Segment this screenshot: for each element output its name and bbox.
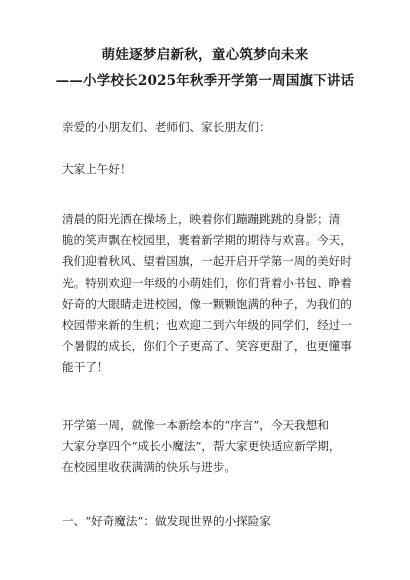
paragraph-1 xyxy=(62,209,352,379)
paragraph-line: 校园带来新的生机；也欢迎二到六年级的同学们，经过一 xyxy=(62,317,352,332)
paragraph-line: 脆的笑声飘在校园里，裹着新学期的期待与欢喜。今天， xyxy=(62,233,352,248)
paragraph-line: 我们迎着秋风、望着国旗，一起开启开学第一周的美好时 xyxy=(62,254,352,269)
paragraph-line: 能干了！ xyxy=(62,360,109,375)
paragraph-2 xyxy=(62,415,352,479)
section-heading-text: 一、“好奇魔法”：做发现世界的小探险家 xyxy=(62,514,271,528)
paragraph-line: 光。特别欢迎一年级的小萌娃们，你们背着小书包、睁着 xyxy=(62,275,352,290)
greeting-line xyxy=(62,117,352,138)
salutation-line xyxy=(62,159,352,180)
paragraph-line: 大家分享四个“成长小魔法”，帮大家更快适应新学期， xyxy=(62,439,341,454)
document-title: 萌娃逐梦启新秋，童心筑梦向未来 xyxy=(101,47,309,63)
greeting-text: 亲爱的小朋友们、老师们、家长朋友们： xyxy=(62,120,271,134)
paragraph-line: 清晨的阳光洒在操场上，映着你们蹦蹦跳跳的身影；清 xyxy=(62,212,341,226)
paragraph-line: 个暑假的成长，你们个子更高了、笑容更甜了，也更懂事 xyxy=(62,339,352,354)
section-1-heading xyxy=(62,511,352,532)
document-subtitle: ——小学校长2025年秋季开学第一周国旗下讲话 xyxy=(55,73,355,89)
paragraph-line: 开学第一周，就像一本新绘本的“序言”，今天我想和 xyxy=(62,418,329,432)
salutation-text: 大家上午好！ xyxy=(62,162,132,176)
paragraph-line: 好奇的大眼睛走进校园，像一颗颗饱满的种子，为我们的 xyxy=(62,296,352,311)
paragraph-line: 在校园里收获满满的快乐与进步。 xyxy=(62,460,236,475)
